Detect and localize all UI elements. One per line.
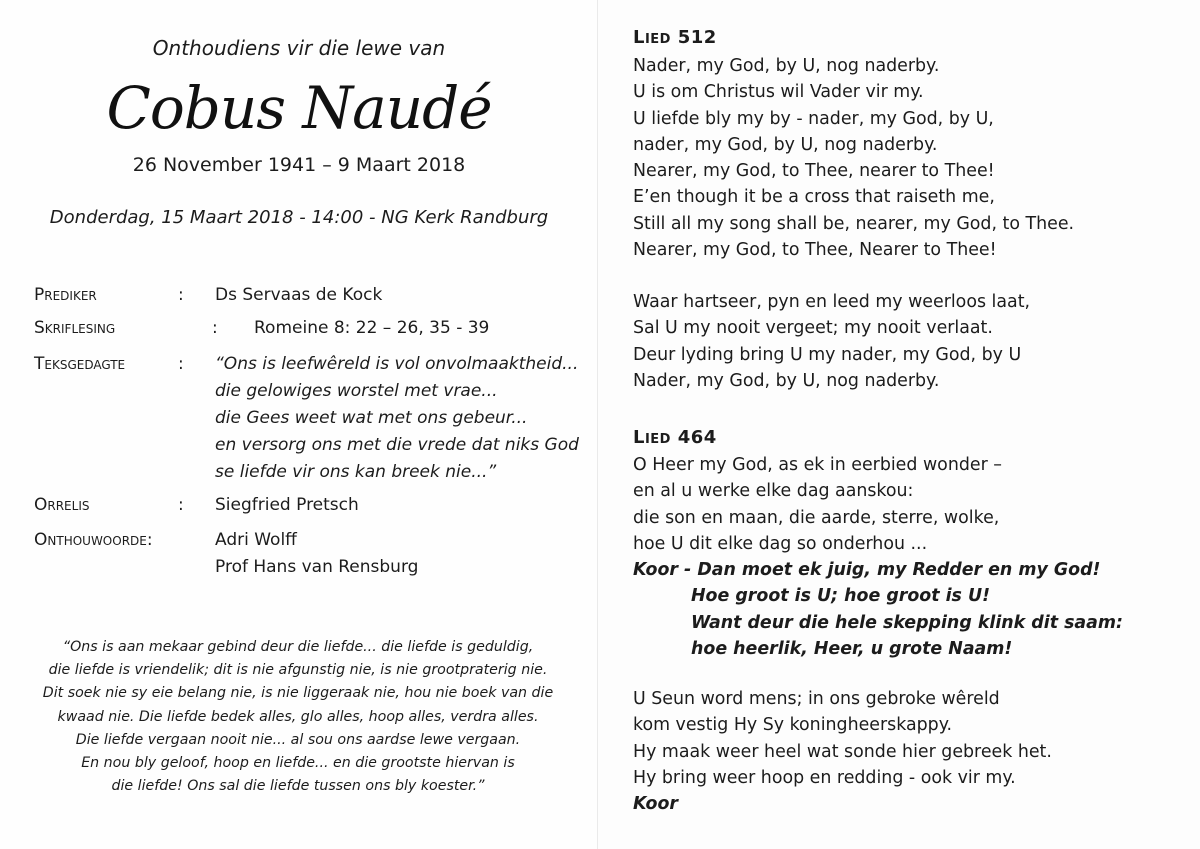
hymn-line: O Heer my God, as ek in eerbied wonder – [633,455,1002,475]
service-details: Donderdag, 15 Maart 2018 - 14:00 - NG Kerk Randburg [49,207,549,228]
hymn-line: en al u werke elke dag aanskou: [633,481,914,502]
colon: : [178,285,184,305]
hymn-512-verse-1 [633,53,1074,263]
hymn-line: U is om Christus wil Vader vir my. [633,82,924,103]
right-page [598,0,1200,849]
quote-line: “Ons is aan mekaar gebind deur die liefde... die liefde is geduldig, [62,639,534,655]
chorus-first-line: Koor - Dan moet ek juig, my Redder en my God! [633,560,1101,581]
deceased-name: Cobus Naudé [106,74,492,142]
hymn-line: Hy maak weer heel wat sonde hier gebreek het. [633,741,1052,762]
hymn-line: kom vestig Hy Sy koningheerskappy. [633,715,953,736]
hymn-line: Nearer, my God, to Thee, nearer to Thee! [633,161,995,182]
quote-line: Die liefde vergaan nooit nie... al sou ons aardse lewe vergaan. [75,731,521,748]
scripture-quote [20,636,576,798]
quote-line: die liefde! Ons sal die liefde tussen ons bly koester.” [111,778,485,795]
left-page [0,0,598,849]
hymn-line: die son en maan, die aarde, sterre, wolke, [633,507,1000,528]
chorus-line: Want deur die hele skepping klink dit saam: [691,612,1123,633]
teksgedagte-text [215,351,579,486]
quote-line: En nou bly geloof, hoop en liefde... en die grootste hiervan is [81,755,515,772]
orrelis-value: Siegfried Pretsch [215,495,359,515]
hymn-line: Nader, my God, by U, nog naderby. [633,370,940,391]
teksgedagte-label: Teksgedagte [34,354,126,374]
hymn-line: Still all my song shall be, nearer, my God, to Thee. [633,213,1075,234]
onthouwoorde-names [215,527,418,581]
hymn-line: Waar hartseer, pyn en leed my weerloos laat, [633,292,1031,312]
hymn-line: Nader, my God, by U, nog naderby. [633,56,940,76]
hymn-line: Hy bring weer hoop en redding - ook vir my. [633,767,1016,788]
colon: : [178,354,184,374]
speaker-name: Adri Wolff [215,530,297,550]
chorus-line: hoe heerlik, Heer, u grote Naam! [691,639,1013,660]
teksgedagte-line: die gelowiges worstel met vrae... [215,381,498,401]
colon: : [212,318,218,338]
speaker-name: Prof Hans van Rensburg [215,557,419,577]
hymn-line: Nearer, my God, to Thee, Nearer to Thee! [633,240,997,261]
quote-line: Dit soek nie sy eie belang nie, is nie liggeraak nie, hou nie boek van die [42,685,554,702]
teksgedagte-line: “Ons is leefwêreld is vol onvolmaaktheid... [215,354,579,374]
hymn-line: hoe U dit elke dag so onderhou ... [633,533,928,554]
onthouwoorde-label: Onthouwoorde: [34,530,153,550]
hymn-464-verse-2 [633,686,1052,817]
quote-line: die liefde is vriendelik; dit is nie afgunstig nie, is nie grootpraterig nie. [48,662,548,679]
teksgedagte-line: die Gees weet wat met ons gebeur... [215,408,528,428]
chorus-line: Hoe groot is U; hoe groot is U! [691,586,991,607]
hymn-line: nader, my God, by U, nog naderby. [633,134,938,155]
skriflesing-value: Romeine 8: 22 – 26, 35 - 39 [254,318,490,338]
orrelis-label: Orrelis [34,495,90,515]
hymn-464-title: Lied 464 [633,427,717,448]
hymn-512-title: Lied 512 [633,27,717,48]
hymn-line: U Seun word mens; in ons gebroke wêreld [633,689,1000,709]
hymn-line: E’en though it be a cross that raiseth me, [633,187,995,208]
colon: : [178,495,184,515]
hymn-line: Deur lyding bring U my nader, my God, by U [633,344,1022,365]
hymn-line: U liefde bly my by - nader, my God, by U, [633,108,994,129]
skriflesing-label: Skriflesing [34,318,116,338]
teksgedagte-line: se liefde vir ons kan breek nie...” [215,462,497,482]
hymn-line: Sal U my nooit vergeet; my nooit verlaat. [633,318,993,339]
hymn-464-verse-1 [633,452,1123,662]
prediker-value: Ds Servaas de Kock [215,285,383,305]
life-dates: 26 November 1941 – 9 Maart 2018 [132,154,466,176]
chorus-label: Koor [633,794,678,815]
prediker-label: Prediker [34,285,97,305]
memorial-intro: Onthoudiens vir die lewe van [152,36,446,60]
teksgedagte-line: en versorg ons met die vrede dat niks God [215,435,579,455]
hymn-512-verse-2 [633,289,1030,394]
quote-line: kwaad nie. Die liefde bedek alles, glo alles, hoop alles, verdra alles. [57,708,539,725]
